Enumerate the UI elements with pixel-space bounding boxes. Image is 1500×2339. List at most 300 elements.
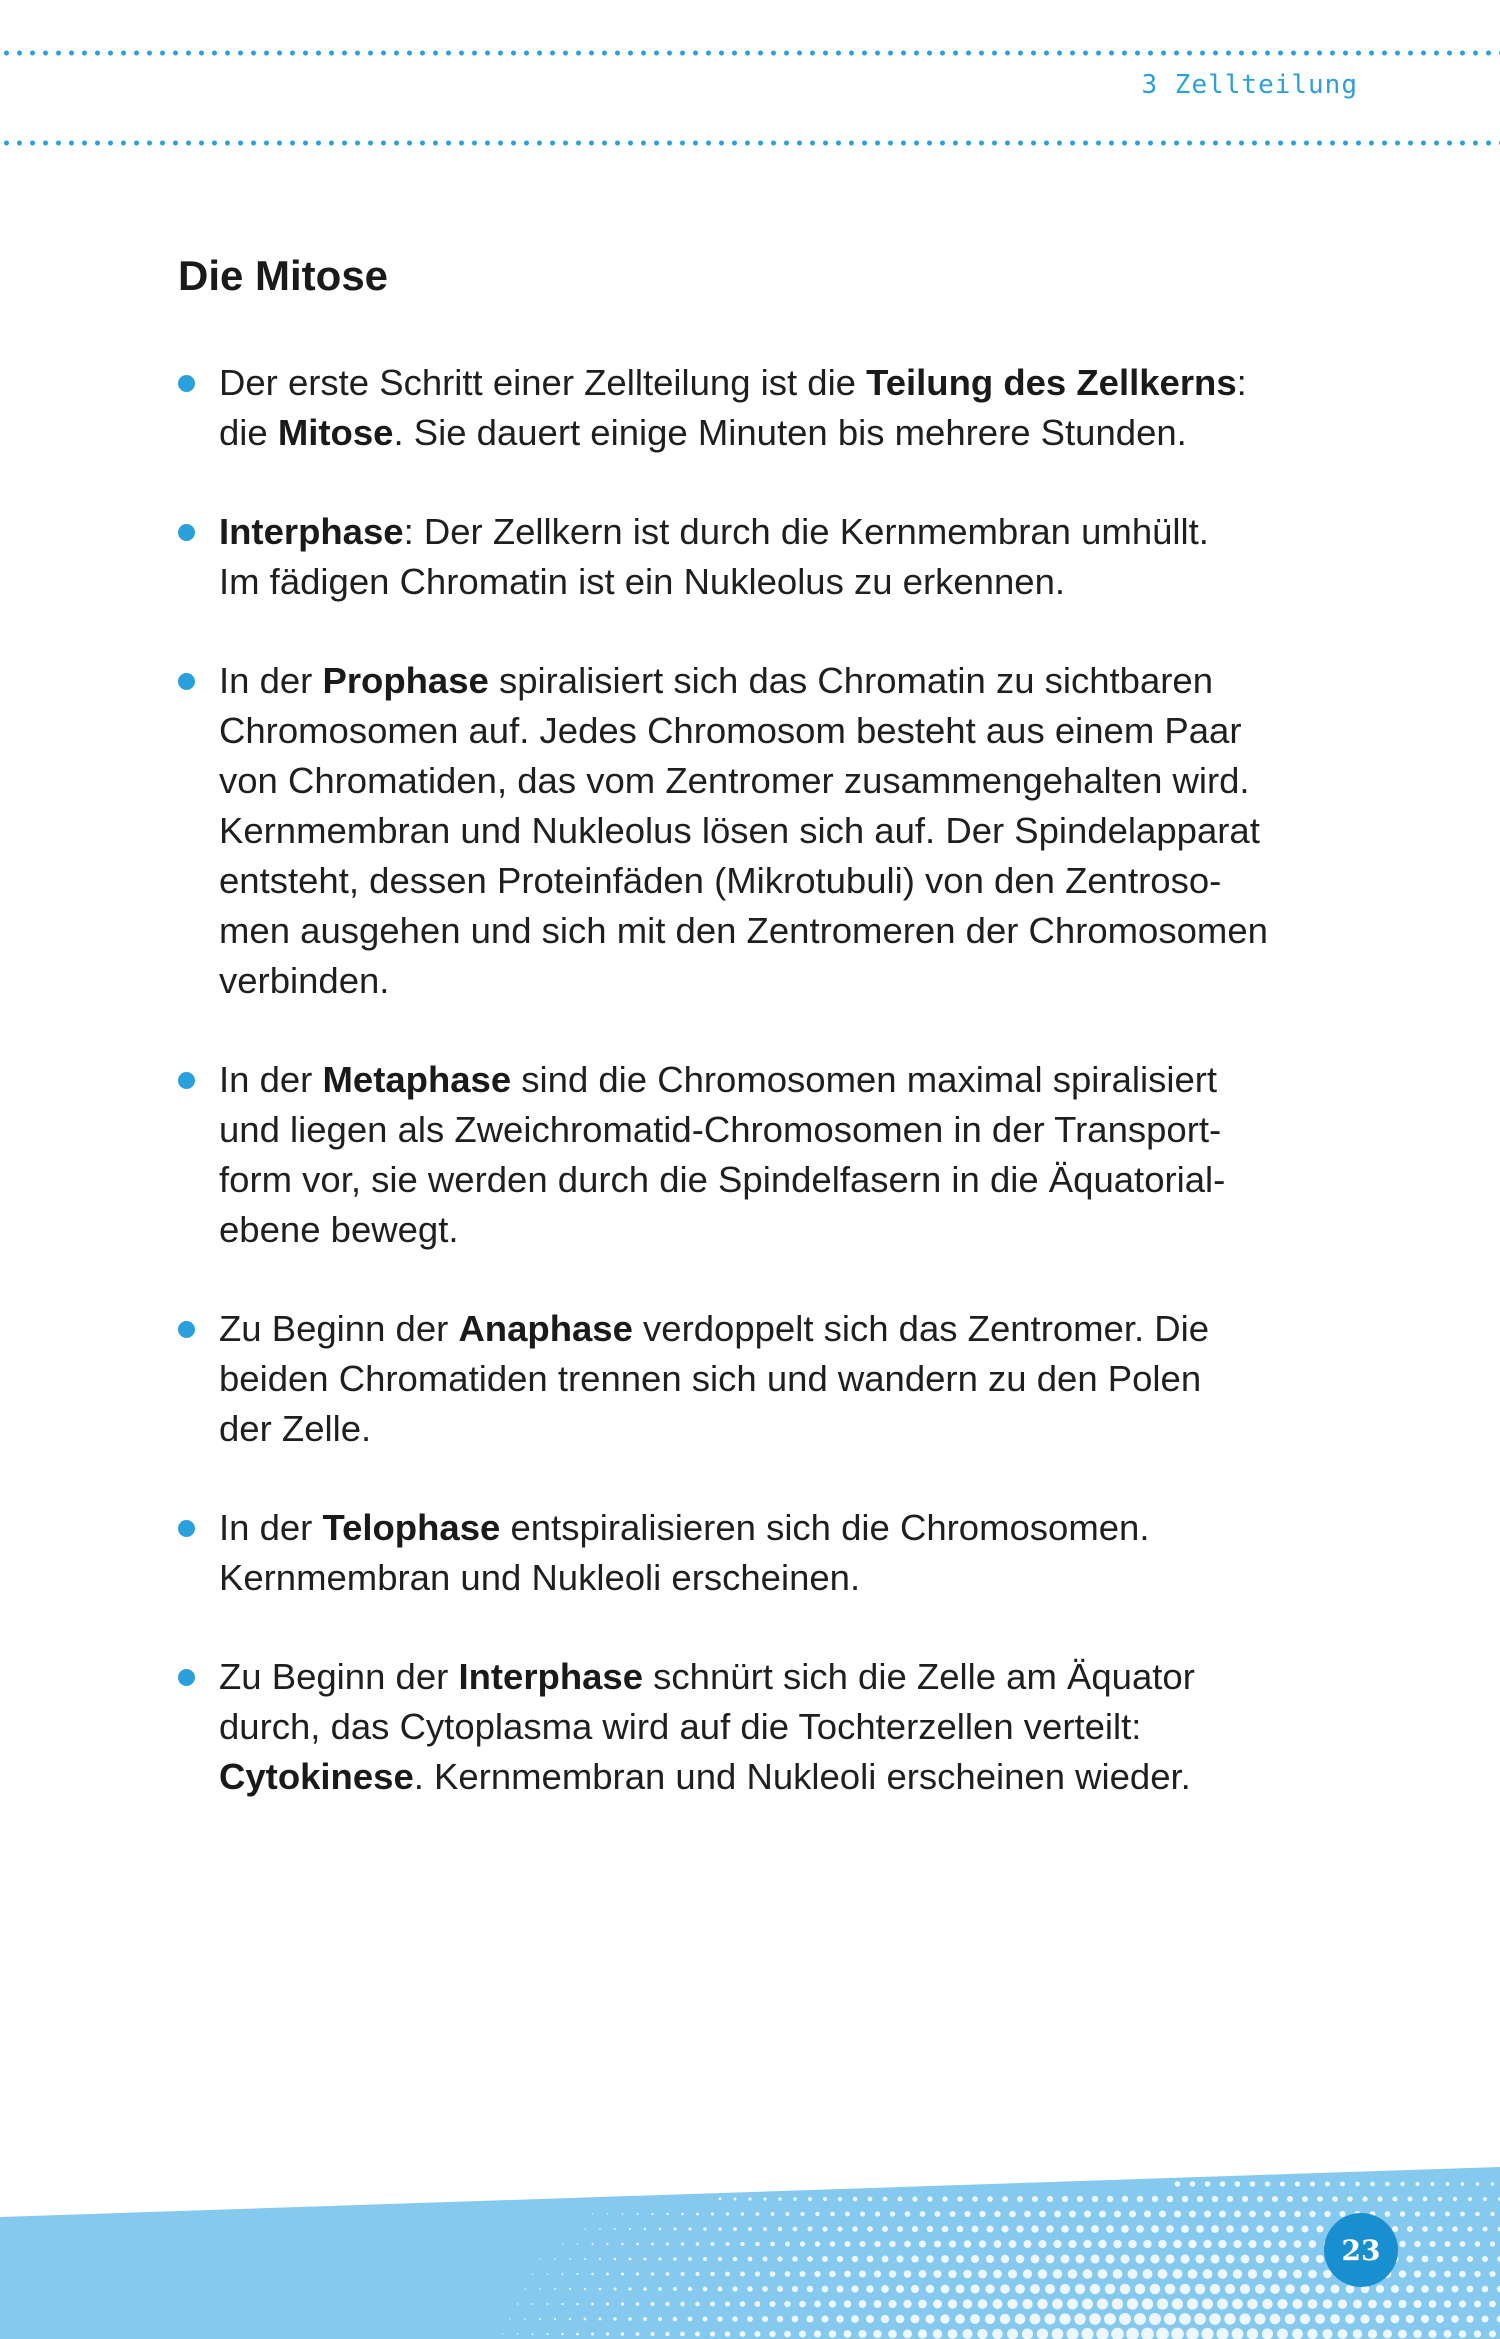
halftone-dot [584,2288,586,2290]
halftone-dot [1376,2285,1384,2293]
halftone-dot [957,2196,963,2202]
halftone-dot [1032,2196,1038,2202]
halftone-dot [851,2285,858,2292]
halftone-dot [1142,2298,1153,2309]
halftone-dot [1144,2210,1151,2217]
halftone-dot [866,2315,874,2323]
halftone-dot [554,2318,556,2320]
halftone-dot [1242,2196,1248,2202]
halftone-dot [1209,2313,1221,2325]
bullet-keyword: Teilung des Zellkerns [866,362,1237,403]
halftone-dot [1104,2313,1116,2325]
halftone-dot [1203,2269,1213,2279]
halftone-dot [859,2270,866,2277]
halftone-dot [1399,2270,1407,2278]
halftone-dot [606,2332,609,2335]
halftone-dot [875,2211,880,2216]
bullet-text: entspiralisieren sich die Chromosomen. [500,1507,1150,1548]
halftone-dot [1212,2196,1218,2202]
halftone-dot [1293,2299,1303,2309]
halftone-dot [754,2331,760,2337]
halftone-dot [858,2330,866,2338]
halftone-dot [979,2211,985,2217]
halftone-dot [1052,2299,1063,2310]
halftone-dot [853,2197,858,2202]
halftone-dot [576,2273,578,2275]
halftone-dot [1317,2196,1323,2202]
halftone-dot [1467,2256,1473,2262]
halftone-dot [919,2270,927,2278]
halftone-dot [755,2301,761,2307]
halftone-dot [1315,2314,1325,2324]
halftone-dot [1030,2314,1041,2325]
halftone-dot [1068,2240,1076,2248]
halftone-dot [1368,2300,1377,2309]
halftone-dot [949,2240,956,2247]
halftone-dot [830,2212,835,2217]
halftone-dot [1489,2330,1496,2337]
halftone-dot [1067,2299,1078,2310]
halftone-dot [882,2226,888,2232]
halftone-dot [934,2240,941,2247]
halftone-dot [1316,2255,1324,2263]
halftone-dot [770,2242,775,2247]
bullet-text: ebene bewegt. [219,1209,459,1250]
halftone-dot [800,2212,804,2216]
halftone-dot [1446,2182,1450,2186]
halftone-dot [777,2286,783,2292]
halftone-dot [1285,2314,1296,2325]
halftone-dot [1225,2284,1235,2294]
halftone-dot [1202,2298,1213,2309]
halftone-dot [1114,2210,1121,2217]
halftone-dot [636,2272,639,2275]
header-dotted-rule-bottom [0,140,1500,146]
halftone-dot [985,2284,994,2293]
halftone-dot [547,2303,549,2305]
halftone-dot [1189,2210,1196,2217]
halftone-dot [1428,2330,1436,2338]
halftone-dot [584,2318,587,2321]
halftone-dot [784,2301,790,2307]
halftone-dot [889,2270,896,2277]
bullet-text: sind die Chromosomen maximal spiralisiert [511,1059,1218,1100]
halftone-dot [561,2303,563,2305]
halftone-dot [814,2330,821,2337]
halftone-dot [554,2288,556,2290]
halftone-dot [673,2287,677,2291]
halftone-dot [1220,2181,1226,2187]
halftone-dot [1090,2254,1099,2263]
halftone-dot [1315,2284,1324,2293]
halftone-dot [1247,2299,1258,2310]
halftone-dot [1038,2269,1047,2278]
halftone-dot [1227,2196,1233,2202]
halftone-dot [1135,2254,1144,2263]
halftone-dot [1173,2240,1181,2248]
halftone-dot [741,2212,745,2216]
halftone-dot [994,2240,1002,2248]
halftone-dot [1383,2300,1392,2309]
halftone-dot [628,2287,631,2290]
halftone-dot [1355,2182,1360,2187]
halftone-dot [1179,2313,1191,2325]
halftone-dot [927,2226,933,2232]
halftone-dot [941,2285,950,2294]
halftone-dot [785,2212,789,2216]
halftone-dot [755,2271,760,2276]
halftone-dot [896,2255,903,2262]
halftone-dot [986,2255,994,2263]
halftone-dot [688,2317,693,2322]
halftone-dot [1400,2211,1406,2217]
halftone-dot [1408,2197,1413,2202]
halftone-dot [977,2329,987,2339]
halftone-dot [710,2331,715,2336]
halftone-dot [1009,2211,1016,2218]
halftone-dot [1044,2313,1055,2324]
halftone-dot [920,2211,926,2217]
halftone-dot [681,2272,685,2276]
halftone-dot [666,2213,668,2215]
halftone-dot [1490,2212,1494,2216]
halftone-dot [613,2287,616,2290]
bullet-keyword: Interphase [219,511,404,552]
halftone-dot [1194,2313,1206,2325]
halftone-dot [940,2314,949,2323]
halftone-dot [1053,2240,1061,2248]
halftone-dot [1059,2313,1070,2324]
halftone-dot [1061,2225,1069,2233]
halftone-dot [613,2317,616,2320]
halftone-dot [972,2226,979,2233]
halftone-dot [665,2302,669,2306]
halftone-dot [561,2333,563,2335]
halftone-dot [792,2256,798,2262]
halftone-dot [1475,2241,1481,2247]
halftone-dot [1459,2271,1466,2278]
halftone-dot [695,2272,699,2276]
halftone-dot [562,2243,563,2244]
halftone-dot [993,2270,1002,2279]
bullet-text: und liegen als Zweichromatid-Chromosomen in der Transport- [219,1109,1222,1150]
halftone-dot [942,2226,949,2233]
halftone-dot [1075,2284,1085,2294]
halftone-dot [740,2242,744,2246]
halftone-dot [1158,2240,1167,2249]
halftone-dot [1074,2313,1086,2325]
halftone-dot [1134,2313,1146,2325]
halftone-dot [562,2273,564,2275]
halftone-dot [1324,2211,1330,2217]
halftone-dot [933,2329,942,2338]
halftone-dot [1174,2210,1181,2217]
halftone-dot [650,2332,654,2336]
halftone-dot [1331,2285,1340,2294]
halftone-dot [1338,2299,1347,2308]
halftone-dot [1107,2196,1113,2202]
halftone-dot [1385,2182,1390,2187]
halftone-dot [628,2317,632,2321]
halftone-dot [1235,2181,1241,2187]
halftone-dot [1241,2255,1250,2264]
halftone-dot [1445,2241,1451,2247]
halftone-dot [1098,2269,1108,2279]
halftone-dot [1054,2211,1061,2218]
halftone-dot [1039,2211,1046,2218]
halftone-dot [1062,2196,1068,2202]
halftone-dot [725,2331,731,2337]
halftone-dot [576,2333,579,2336]
running-header-chapter: 3 Zellteilung [1141,70,1358,100]
halftone-dot [703,2287,708,2292]
halftone-dot [1060,2284,1070,2294]
halftone-dot [1173,2269,1183,2279]
halftone-dot [1084,2211,1091,2218]
halftone-dot [926,2255,934,2263]
halftone-dot [1129,2210,1136,2217]
halftone-dot [1165,2284,1176,2295]
halftone-dot [1400,2182,1404,2186]
halftone-dot [1009,2240,1017,2248]
halftone-dot [1233,2269,1243,2279]
halftone-dot [1122,2196,1128,2202]
halftone-dot [576,2303,579,2306]
halftone-dot [733,2257,738,2262]
halftone-dot [905,2211,911,2217]
bullet-dot-icon [178,524,195,541]
halftone-dot [1391,2285,1399,2293]
halftone-dot [755,2242,760,2247]
halftone-dot [1240,2284,1250,2294]
halftone-dot [1423,2197,1428,2202]
halftone-dot [1226,2255,1235,2264]
halftone-dot [1452,2226,1457,2231]
halftone-dot [1414,2270,1421,2277]
halftone-dot [1490,2241,1495,2246]
halftone-dot [747,2286,752,2291]
halftone-dot [725,2242,729,2246]
halftone-dot [1188,2240,1196,2248]
halftone-dot [1083,2240,1091,2248]
halftone-dot [866,2285,874,2293]
halftone-dot [1340,2182,1345,2187]
bullet-keyword: Cytokinese [219,1756,414,1797]
halftone-dot [747,2316,753,2322]
halftone-dot [748,2257,753,2262]
halftone-dot [1325,2181,1330,2186]
halftone-dot [711,2212,714,2215]
halftone-dot [808,2197,812,2201]
halftone-dot [1429,2300,1437,2308]
halftone-dot [614,2258,617,2261]
halftone-dot [1000,2314,1010,2324]
halftone-dot [1413,2330,1421,2338]
halftone-dot [1421,2285,1429,2293]
halftone-dot [1338,2329,1348,2339]
halftone-dot [569,2318,572,2321]
halftone-dot [1195,2254,1204,2263]
bullet-item [178,1503,1368,1603]
halftone-dot [874,2300,882,2308]
halftone-dot [785,2271,791,2277]
halftone-dot [963,2299,972,2308]
halftone-dot [1061,2255,1070,2264]
halftone-dot [1092,2196,1098,2202]
halftone-dot [851,2315,859,2323]
halftone-dot [1076,2255,1085,2264]
halftone-dot [1459,2330,1467,2338]
halftone-dot [509,2318,510,2319]
halftone-dot [599,2258,601,2260]
halftone-dot [1460,2241,1466,2247]
halftone-dot [1248,2240,1256,2248]
halftone-dot [1204,2210,1211,2217]
halftone-dot [591,2303,594,2306]
halftone-dot [845,2241,851,2247]
halftone-dot [688,2227,691,2230]
halftone-dot [1210,2254,1219,2263]
halftone-dot [1309,2211,1315,2217]
halftone-dot [1002,2196,1008,2202]
halftone-dot [1105,2284,1116,2295]
halftone-dot [1113,2240,1121,2248]
halftone-dot [762,2316,768,2322]
halftone-dot [903,2330,912,2339]
halftone-dot [643,2257,646,2260]
halftone-dot [554,2258,556,2260]
halftone-dot [1030,2284,1040,2294]
halftone-dot [769,2331,775,2337]
halftone-dot [1436,2315,1444,2323]
halftone-dot [1016,2255,1025,2264]
bullet-text: beiden Chromatiden trennen sich und wandern zu den Polen [219,1358,1202,1399]
halftone-dot [740,2331,746,2337]
halftone-dot [1218,2269,1228,2279]
halftone-dot [769,2301,775,2307]
halftone-dot [1317,2226,1324,2233]
halftone-dot [814,2271,820,2277]
halftone-dot [606,2273,609,2276]
halftone-dot [1046,2255,1055,2264]
halftone-dot [1257,2196,1263,2202]
halftone-dot [1270,2314,1281,2325]
halftone-dot [1483,2227,1488,2232]
halftone-dot [1255,2284,1265,2294]
bullet-item [178,656,1368,1006]
halftone-dot [1001,2225,1008,2232]
halftone-dot [680,2332,685,2337]
halftone-dot [948,2299,957,2308]
halftone-dot [948,2329,958,2339]
halftone-dot [1302,2196,1308,2202]
halftone-dot [1205,2181,1211,2187]
bullet-text: Im fädigen Chromatin ist ein Nukleolus zu erkennen. [219,561,1066,602]
halftone-dot [592,2213,593,2214]
halftone-dot [763,2197,766,2200]
halftone-dot [1438,2197,1443,2202]
bullet-keyword: Mitose [277,412,394,453]
halftone-dot [873,2330,881,2338]
halftone-dot [592,2243,594,2245]
halftone-dot [1113,2269,1123,2279]
halftone-dot [569,2258,571,2260]
halftone-dot [732,2286,737,2291]
halftone-dot [636,2243,639,2246]
halftone-dot [651,2272,654,2275]
halftone-dot [793,2197,797,2201]
halftone-dot [1474,2271,1480,2277]
halftone-dot [1112,2298,1123,2309]
halftone-dot [762,2286,768,2292]
page-number-badge: 23 [1324,2213,1398,2287]
halftone-dot [881,2285,889,2293]
halftone-dot [651,2213,653,2215]
halftone-dot [1445,2212,1450,2217]
halftone-dot [992,2329,1003,2339]
halftone-dot [1068,2269,1078,2279]
bullet-text: spiralisiert sich das Chromatin zu sichtbaren [488,660,1214,701]
halftone-dot [1307,2329,1317,2339]
bullet-list [178,358,1368,1851]
halftone-dot [1429,2241,1435,2247]
bullet-text: Zu Beginn der [219,1308,459,1349]
halftone-dot [1046,2225,1054,2233]
halftone-dot [859,2241,865,2247]
halftone-dot [1452,2256,1458,2262]
halftone-dot [1301,2255,1309,2263]
halftone-dot [1271,2225,1278,2232]
halftone-dot [1224,2313,1235,2324]
halftone-dot [1310,2181,1315,2186]
halftone-dot [644,2228,646,2230]
halftone-dot [949,2211,955,2217]
halftone-dot [1453,2197,1457,2201]
halftone-dot [874,2241,880,2247]
halftone-dot [1150,2284,1161,2295]
halftone-dot [971,2255,979,2263]
halftone-dot [1489,2271,1495,2277]
halftone-dot [1234,2211,1241,2218]
bullet-text: Zu Beginn der [219,1656,459,1697]
halftone-dot [1362,2196,1367,2201]
halftone-dot [1249,2211,1256,2218]
halftone-dot [1135,2284,1146,2295]
halftone-dot [993,2299,1003,2309]
footer-band-shape [0,2167,1500,2339]
bullet-keyword: Anaphase [458,1308,633,1349]
halftone-dot [1001,2255,1009,2263]
halftone-dot [1119,2313,1131,2325]
bullet-text: von Chromatiden, das vom Zentromer zusammengehalten wird. [219,760,1250,801]
halftone-dot [896,2315,905,2324]
halftone-dot [680,2302,684,2306]
halftone-dot [1015,2284,1025,2294]
halftone-dot [1182,2196,1188,2202]
halftone-dot [1347,2196,1352,2201]
halftone-dot [1098,2240,1106,2248]
halftone-dot [1152,2196,1158,2202]
halftone-dot [1437,2226,1443,2232]
halftone-dot [1308,2299,1318,2309]
halftone-dot [1031,2255,1040,2264]
halftone-dot [584,2228,585,2229]
halftone-dot [1444,2271,1451,2278]
halftone-dot [1332,2196,1338,2202]
halftone-dot [1219,2211,1226,2218]
halftone-dot [1127,2298,1138,2309]
halftone-dot [703,2257,707,2261]
